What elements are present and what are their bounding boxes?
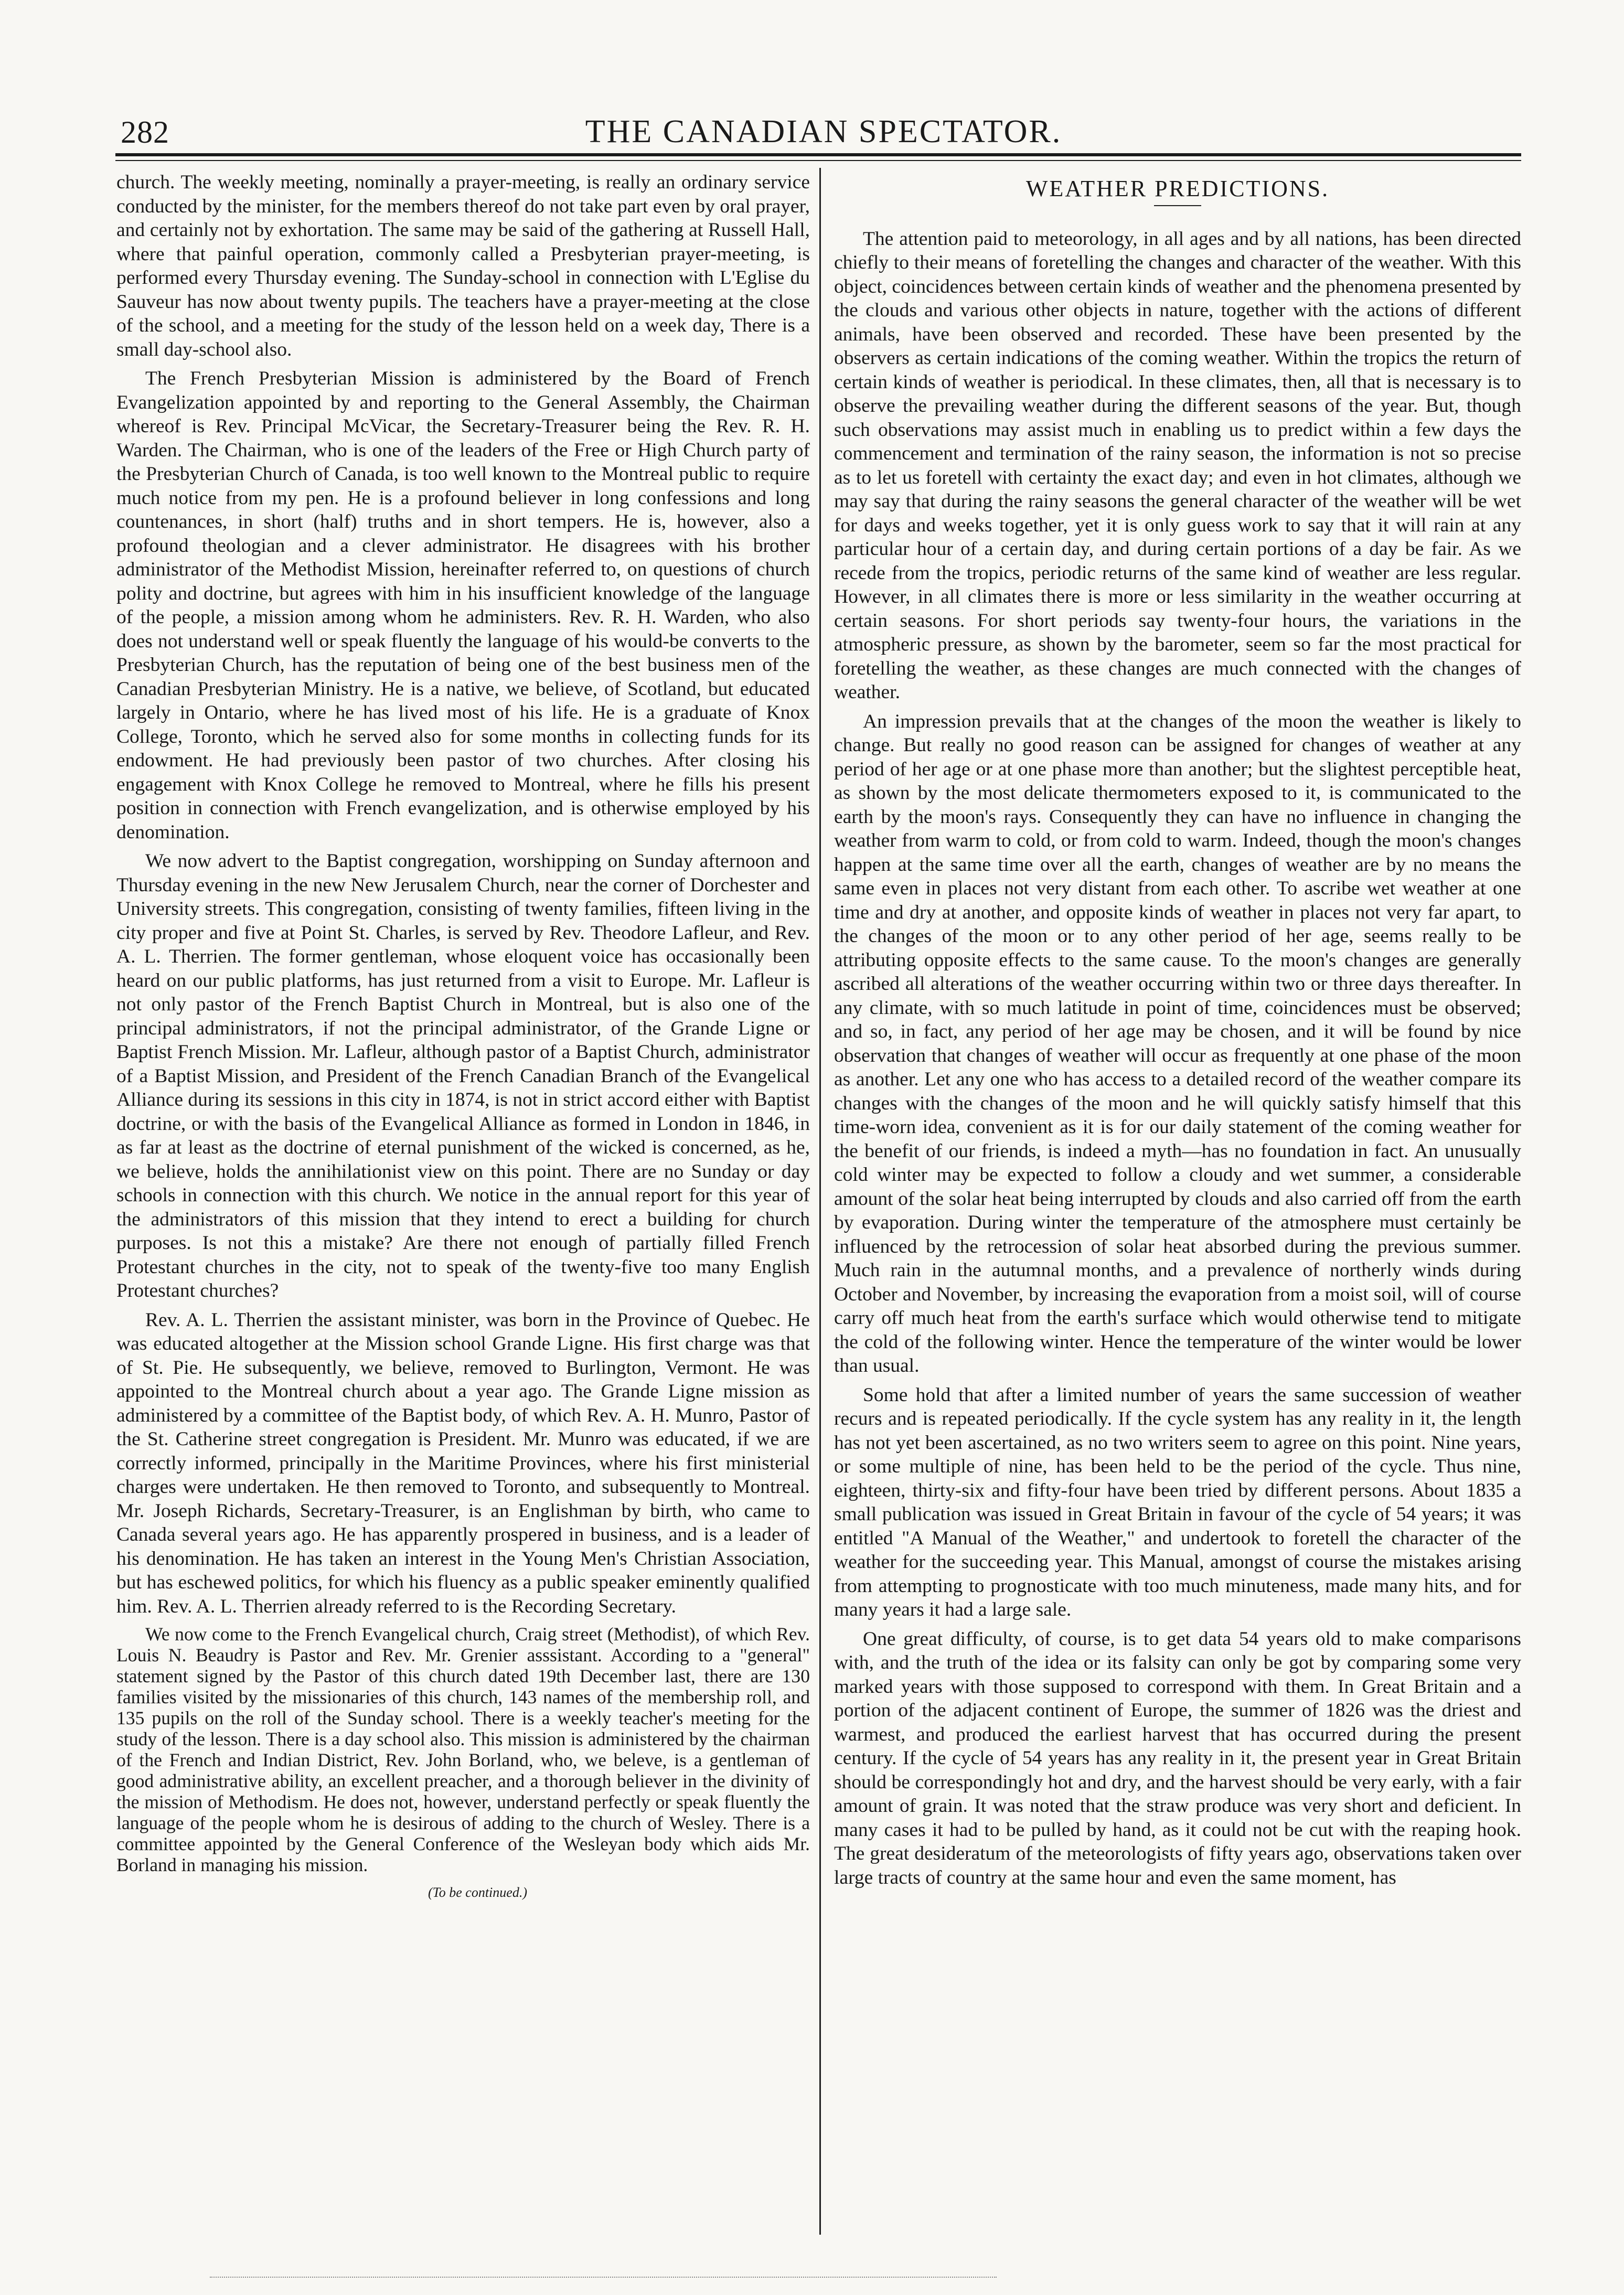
paragraph: Some hold that after a limited number of years the same succession of weather recurs and is repeated periodically. If the cycle system has any reality in it, the length has not yet been ascertained, as no two writers seem to agree on this point. Nine years, or some multiple of nine, has been held to be the period of the cycle. Thus nine, eighteen, thirty-six and fifty-four have been tried by different persons. About 1835 a small publication was issued in Great Britain in favour of the cycle of 54 years; it was entitled "A Manual of the Weather," and undertook to foretell the character of the weather for the succeeding year. This Manual, amongst of course the mistakes arising from attempting to prognosticate with too much minuteness, made many hits, and for many years it had a large sale. xyxy=(834,1384,1521,1620)
column-divider xyxy=(819,168,821,2235)
page-number: 282 xyxy=(121,115,169,150)
paragraph: An impression prevails that at the changes of the moon the weather is likely to change. But really no good reason can be assigned for changes of weather at any period of her age or at one phase more than another; but the slightest perceptible heat, as shown by the most delicate thermometers exposed to it, is communicated to the earth by the moon's rays. Consequently they can have no influence in changing the weather from warm to cold, or from cold to warm. Indeed, though the moon's changes happen at the same time over all the earth, changes of weather are by no means the same even in places not very distant from each other. To ascribe wet weather at one time and dry at another, and opposite kinds of weather in places not very far apart, to the changes of the moon or to any other period of her age, seems really to be attributing opposite effects to the same cause. To the moon's changes are generally ascribed all alterations of the weather occurring within two or three days thereafter. In any climate, with so much latitude in point of time, coincidences must be observed; and so, in fact, any period of her age may be chosen, and it will be found by nice observation that changes of weather will occur as frequently at one phase of the moon as another. Let any one who has access to a detailed record of the weather compare its changes with the changes of the moon and he will quickly satisfy himself that this time-worn idea, convenient as it is for our daily statement of the coming weather for the benefit of our friends, is indeed a myth—has no foundation in fact. An unusually cold winter may be expected to follow a cloudy and wet summer, a considerable amount of the solar heat being interrupted by clouds and also carried off from the earth by evaporation. During winter the temperature of the atmosphere must certainly be influenced by the retrocession of solar heat absorbed during the previous summer. Much rain in the autumnal months, and a prevalence of northerly winds during October and November, by increasing the evaporation from a moist soil, will of course carry off much heat from the earth's surface which would otherwise tend to mitigate the cold of the following winter. Hence the temperature of the winter would be lower than usual. xyxy=(834,710,1521,1376)
continued-note: (To be continued.) xyxy=(428,1885,527,1900)
paragraph: We now advert to the Baptist congregation, worshipping on Sunday afternoon and Thursday evening in the new New Jerusalem Church, near the corner of Dorchester and University streets. This congregation, consisting of twenty families, fifteen living in the city proper and five at Point St. Charles, is served by Rev. Theodore Lafleur, and Rev. A. L. Therrien. The former gentleman, whose eloquent voice has occasionally been heard on our public platforms, has just returned from a visit to Europe. Mr. Lafleur is not only pastor of the French Baptist Church in Montreal, but is also one of the principal administrators, if not the principal administrator, of the Grande Ligne or Baptist French Mission. Mr. Lafleur, although pastor of a Baptist Church, administrator of a Baptist Mission, and President of the French Canadian Branch of the Evangelical Alliance during its sessions in this city in 1874, is not in strict accord either with Baptist doctrine, or with the basis of the Evangelical Alliance as formed in London in 1846, in as far at least as the doctrine of eternal punishment of the wicked is concerned, as he, we believe, holds the annihilationist view on this point. There are no Sunday or day schools in connection with this church. We notice in the annual report for this year of the administrators of this mission that they intend to erect a building for church purposes. Is not this a mistake? Are there not enough of partially filled French Protestant churches in the city, not to speak of the twenty-five too many English Protestant churches? xyxy=(116,850,810,1301)
page-header xyxy=(115,110,1532,152)
bottom-edge xyxy=(210,2277,997,2279)
running-title: THE CANADIAN SPECTATOR. xyxy=(585,114,1062,150)
section-title: WEATHER PREDICTIONS. xyxy=(1025,176,1330,201)
paragraph: We now come to the French Evangelical church, Craig street (Methodist), of which Rev. Louis N. Beaudry is Pastor and Rev. Mr. Grenier asssistant. According to a "general" statement signed by the Pastor of this church dated 19th December last, there are 130 families visited by the missionaries of this church, 143 names of the membership roll, and 135 pupils on the roll of the Sunday school. There is a weekly teacher's meeting for the study of the lesson. There is a day school also. This mission is administered by the chairman of the French and Indian District, Rev. John Borland, who, we beleve, is a gentleman of good administrative ability, an excellent preacher, and a thorough believer in the divinity of the mission of Methodism. He does not, however, understand perfectly or speak fluently the language of the people whom he is desirous of adding to the church of Wesley. There is a committee appointed by the General Conference of the Wesleyan body which aids Mr. Borland in managing his mission. xyxy=(116,1624,810,1875)
left-column xyxy=(116,170,810,1910)
header-rule-thin xyxy=(115,160,1521,161)
right-column xyxy=(834,170,1521,1895)
title-rule xyxy=(1154,205,1201,206)
paragraph: Rev. A. L. Therrien the assistant minister, was born in the Province of Quebec. He was educated altogether at the Mission school Grande Ligne. His first charge was that of St. Pie. He subsequently, we believe, removed to Burlington, Vermont. He was appointed to the Montreal church about a year ago. The Grande Ligne mission as administered by a committee of the Baptist body, of which Rev. A. H. Munro, Pastor of the St. Catherine street congregation is President. Mr. Munro was educated, if we are correctly informed, principally in the Maritime Provinces, where his first ministerial charges were undertaken. He then removed to Toronto, and subsequently to Montreal. Mr. Joseph Richards, Secretary-Treasurer, is an Englishman by birth, who came to Canada several years ago. He has apparently prospered in business, and is a leader of his denomination. He has taken an interest in the Young Men's Christian Association, but has eschewed politics, for which his fluency as a public speaker eminently qualified him. Rev. A. L. Therrien already referred to is the Recording Secretary. xyxy=(116,1309,810,1617)
header-rule xyxy=(115,153,1521,156)
paragraph: One great difficulty, of course, is to get data 54 years old to make comparisons with, and the truth of the idea or its falsity can only be got by comparing some very marked years with those supposed to correspond with them. In Great Britain and a portion of the adjacent continent of Europe, the summer of 1826 was the driest and warmest, and produced the earliest harvest that has occurred during the present century. If the cycle of 54 years has any reality in it, the present year in Great Britain should be correspondingly hot and dry, and the harvest should be very early, with a fair amount of grain. It was noted that the straw produce was very short and deficient. In many cases it had to be pulled by hand, as it could not be cut with the reaping hook. The great desideratum of the meteorologists of fifty years ago, observations taken over large tracts of country at the same hour and even the same moment, has xyxy=(834,1628,1521,1888)
paragraph: church. The weekly meeting, nominally a prayer-meeting, is really an ordinary service conducted by the minister, for the members thereof do not take part even by oral prayer, and certainly not by exhortation. The same may be said of the gathering at Russell Hall, where that painful operation, commonly called a Presbyterian prayer-meeting, is performed every Thursday evening. The Sunday-school in connection with L'Eglise du Sauveur has now about twenty pupils. The teachers have a prayer-meeting at the close of the school, and a meeting for the study of the lesson held on a week day, There is a small day-school also. xyxy=(116,172,810,360)
paragraph: The French Presbyterian Mission is administered by the Board of French Evangelization appointed by and reporting to the General Assembly, the Chairman whereof is Rev. Principal McVicar, the Secretary-Treasurer being the Rev. R. H. Warden. The Chairman, who is one of the leaders of the Free or High Church party of the Presbyterian Church of Canada, is too well known to the Montreal public to require much notice from my pen. He is a profound believer in long confessions and long countenances, in short (half) truths and in short tempers. He is, however, also a profound theologian and a clever administrator. He disagrees with his brother administrator of the Methodist Mission, hereinafter referred to, on questions of church polity and doctrine, but agrees with him in his insufficient knowledge of the language of the people, a mission among whom he administers. Rev. R. H. Warden, who also does not understand well or speak fluently the language of his would-be converts to the Presbyterian Church, has the reputation of being one of the best business men of the Canadian Presbyterian Ministry. He is a native, we believe, of Scotland, but educated largely in Ontario, where he has lived most of his life. He is a graduate of Knox College, Toronto, which he served also for some months in collecting funds for its endowment. He had previously been pastor of two churches. After closing his engagement with Knox College he removed to Montreal, where he fills his present position in connection with French evangelization, and is otherwise employed by his denomination. xyxy=(116,368,810,843)
paragraph: The attention paid to meteorology, in all ages and by all nations, has been directed chiefly to their means of foretelling the changes and character of the weather. With this object, coincidences between certain kinds of weather and the phenomena presented by the clouds and various other objects in nature, together with the actions of different animals, have been observed and recorded. These have been presented by the observers as certain indications of the coming weather. Within the tropics the return of certain kinds of weather is periodical. In these climates, then, all that is necessary is to observe the prevailing weather during the different seasons of the year. But, though such observations may assist much in enabling us to predict within a few days the commencement and termination of the rainy season, the information is not so precise as to let us foretell with certainty the exact day; and even in hot climates, although we may say that during the rainy seasons the general character of the weather will be wet for days and weeks together, yet it is only guess work to say that it will rain at any particular hour of a certain day, and during certain portions of a day be fair. As we recede from the tropics, periodic returns of the same kind of weather are less regular. However, in all climates there is more or less similarity in the weather occurring at certain seasons. For short periods say twenty-four hours, the variations in the atmospheric pressure, as shown by the barometer, seem so far the most practical for foretelling the weather, as these changes are much connected with the changes of weather. xyxy=(834,228,1521,703)
